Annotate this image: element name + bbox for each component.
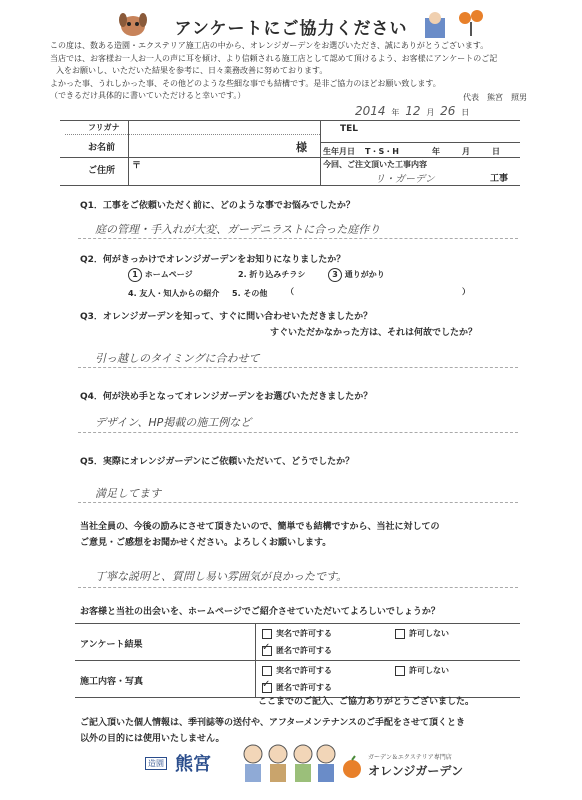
checkbox-label: 実名で許可する xyxy=(276,629,332,638)
q2-option-4[interactable]: 4. 友人・知人からの紹介 xyxy=(128,289,220,298)
checkbox-label: 実名で許可する xyxy=(276,666,332,675)
answer-line xyxy=(78,587,518,588)
q2-other-open: （ xyxy=(286,287,294,296)
q2-option-2[interactable]: 2. 折り込みチラシ xyxy=(238,270,306,279)
q6-question-line2: ご意見・ご感想をお聞かせください。よろしくお願いします。 xyxy=(80,538,332,548)
option-label: ホームページ xyxy=(144,270,193,279)
date-year-suffix: 年 xyxy=(391,108,400,117)
option-label: 折り込みチラシ xyxy=(249,270,306,279)
checkbox[interactable] xyxy=(262,666,272,676)
permission-intro: お客様と当社の出会いを、ホームページでご紹介させていただいてよろしいでしょうか？ xyxy=(80,607,440,617)
option-number: 4 xyxy=(128,289,134,298)
postal-mark: 〒 xyxy=(132,161,142,171)
birth-day-label: 日 xyxy=(492,147,500,156)
checkbox[interactable] xyxy=(395,629,405,639)
checkbox-label: 匿名で許可する xyxy=(276,646,332,655)
work-label: 今回、ご注文頂いた工事内容 xyxy=(323,160,427,169)
intro-line: この度は、数ある造園・エクステリア施工店の中から、オレンジガーデンをお選びいただき、誠にありがとうございます。 xyxy=(50,41,489,50)
divider xyxy=(75,660,520,661)
address-label: ご住所 xyxy=(88,166,116,176)
birth-year-label: 年 xyxy=(432,147,440,156)
work-suffix: 工事 xyxy=(490,174,509,184)
work-value: リ・ガーデン xyxy=(375,174,435,185)
furigana-label: フリガナ xyxy=(88,123,120,132)
answer-line xyxy=(78,238,518,239)
logo-right-small: ガーデン＆エクステリア専門店 xyxy=(368,754,452,761)
tel-field[interactable] xyxy=(370,122,515,140)
birth-eras: T・S・H xyxy=(365,147,399,156)
date-month: 12 xyxy=(405,104,421,118)
option-label: その他 xyxy=(243,289,268,298)
orange-tree-icon xyxy=(455,8,491,42)
thanks-text: ここまでのご記入、ご協力ありがとうございました。 xyxy=(258,697,475,707)
checkbox-label: 匿名で許可する xyxy=(276,683,332,692)
checkbox[interactable] xyxy=(262,629,272,639)
q3-answer[interactable]: 引っ越しのタイミングに合わせて xyxy=(95,352,260,365)
page-title: アンケートにご協力ください xyxy=(174,19,408,39)
privacy-line-2: 以外の目的には使用いたしません。 xyxy=(80,734,225,744)
date-day-suffix: 日 xyxy=(461,108,470,117)
intro-line: 当店では、お客様お一人お一人の声に耳を傾け、より信頼される施工店として認めて頂けるよう、お客様にアンケートのご記 xyxy=(50,53,498,63)
row2-realname-checkbox[interactable] xyxy=(262,665,332,676)
row1-deny-checkbox[interactable] xyxy=(395,628,449,639)
checkbox[interactable] xyxy=(395,666,405,676)
logo-left-big: 熊宮 xyxy=(175,754,211,775)
divider xyxy=(65,134,320,135)
divider xyxy=(60,157,520,158)
staff-illustration-icon xyxy=(238,740,338,789)
intro-line: 入をお願いし、いただいた結果を参考に、日々業務改善に努めております。 xyxy=(56,66,328,75)
logo-left-small: 造園 xyxy=(145,757,167,770)
date-day: 26 xyxy=(440,104,456,118)
intro-line: （できるだけ具体的に書いていただけると幸いです。） xyxy=(50,91,246,100)
name-label: お名前 xyxy=(88,143,116,153)
date-field[interactable] xyxy=(355,104,471,118)
q2-other-close: ） xyxy=(462,287,470,296)
date-year: 2014 xyxy=(355,104,386,118)
divider xyxy=(255,623,256,697)
q6-answer[interactable]: 丁寧な説明と、質問し易い雰囲気が良かったです。 xyxy=(95,570,348,583)
q3-question: Q3．オレンジガーデンを知って、すぐに問い合わせいただきましたか？ xyxy=(80,312,373,322)
q2-option-3[interactable] xyxy=(328,268,385,282)
option-number: 2 xyxy=(238,270,244,279)
option-number: 3 xyxy=(328,268,342,282)
divider xyxy=(75,623,520,624)
name-field[interactable] xyxy=(130,136,290,154)
q1-question: Q1．工事をご依頼いただく前に、どのような事でお悩みでしたか？ xyxy=(80,201,355,211)
option-number: 5 xyxy=(232,289,238,298)
divider xyxy=(60,120,520,121)
date-month-suffix: 月 xyxy=(426,108,435,117)
option-number: 1 xyxy=(128,268,142,282)
divider xyxy=(128,120,129,185)
checkbox[interactable] xyxy=(262,646,272,656)
mascot-character-icon xyxy=(420,10,450,44)
permission-row-label: アンケート結果 xyxy=(80,640,143,650)
q5-answer[interactable]: 満足してます xyxy=(95,487,161,500)
checkbox-label: 許可しない xyxy=(409,629,449,638)
q2-question: Q2．何がきっかけでオレンジガーデンをお知りになりましたか？ xyxy=(80,255,346,265)
row1-anonymous-checkbox[interactable] xyxy=(262,645,332,656)
tel-label: TEL xyxy=(340,124,359,134)
answer-line xyxy=(78,367,518,368)
answer-line xyxy=(78,502,518,503)
q5-question: Q5．実際にオレンジガーデンにご依頼いただいて、どうでしたか？ xyxy=(80,457,355,467)
representative: 代表 熊宮 照男 xyxy=(463,93,527,102)
divider xyxy=(320,142,520,143)
q4-question: Q4．何が決め手となってオレンジガーデンをお選びいただきましたか？ xyxy=(80,392,373,402)
q3-question-line2: すぐいただかなかった方は、それは何故でしたか？ xyxy=(270,328,478,338)
q2-option-5[interactable]: 5. その他 xyxy=(232,289,268,298)
sama-label: 様 xyxy=(296,141,307,154)
orange-logo-icon xyxy=(340,755,364,783)
q1-answer[interactable]: 庭の管理・手入れが大変、ガーデニラストに合った庭作り xyxy=(95,223,381,236)
birth-month-label: 月 xyxy=(462,147,470,156)
row2-anonymous-checkbox[interactable] xyxy=(262,682,332,693)
row2-deny-checkbox[interactable] xyxy=(395,665,449,676)
q2-option-1[interactable] xyxy=(128,268,193,282)
option-label: 通りがかり xyxy=(344,270,385,279)
q4-answer[interactable]: デザイン、HP掲載の施工例など xyxy=(95,416,252,429)
answer-line xyxy=(78,432,518,433)
row1-realname-checkbox[interactable] xyxy=(262,628,332,639)
intro-line: よかった事、うれしかった事、その他どのような些細な事でも結構です。是非ご協力のほどお願い致します。 xyxy=(50,78,441,88)
checkbox-label: 許可しない xyxy=(409,666,449,675)
birth-label: 生年月日 xyxy=(323,147,355,156)
logo-right-big: オレンジガーデン xyxy=(368,764,464,778)
q6-question: 当社全員の、今後の励みにさせて頂きたいので、簡単でも結構ですから、当社に対しての xyxy=(80,522,440,532)
privacy-line-1: ご記入頂いた個人情報は、季刊誌等の送付や、アフターメンテナンスのご手配をさせて頂くとき xyxy=(80,718,466,728)
q2-other-field[interactable] xyxy=(296,286,456,298)
checkbox[interactable] xyxy=(262,683,272,693)
option-label: 友人・知人からの紹介 xyxy=(139,289,220,298)
divider xyxy=(60,185,520,186)
divider xyxy=(320,120,321,185)
permission-row-label: 施工内容・写真 xyxy=(80,677,144,687)
address-field[interactable] xyxy=(140,160,315,182)
